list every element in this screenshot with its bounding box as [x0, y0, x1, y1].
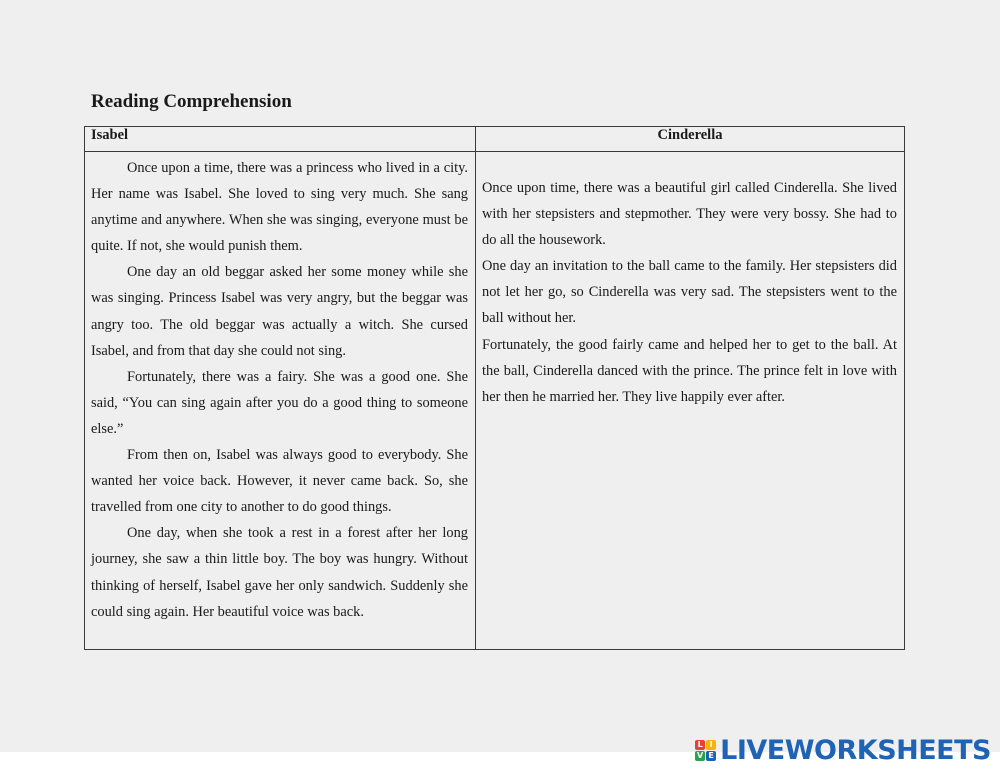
logo-tile: E — [706, 751, 716, 761]
table-row — [85, 152, 905, 650]
brand-name: LIVEWORKSHEETS — [720, 735, 991, 766]
cinderella-story-cell — [476, 152, 905, 650]
isabel-paragraph: Fortunately, there was a fairy. She was a good one. She said, “You can sing again after you do a good thing to someone else.” — [91, 368, 468, 437]
liveworksheets-brand — [695, 735, 991, 766]
table-header-row — [85, 127, 905, 152]
comparison-table — [84, 126, 905, 650]
cinderella-paragraph: Once upon time, there was a beautiful girl called Cinderella. She lived with her stepsisters and stepmother. They were very bossy. She had to do all the housework. — [482, 180, 897, 249]
page-title: Reading Comprehension — [91, 91, 292, 112]
header-isabel: Isabel — [85, 127, 476, 152]
cinderella-paragraph: One day an invitation to the ball came to the family. Her stepsisters did not let her go, so Cinderella was very sad. The stepsisters went to the ball without her. — [482, 258, 897, 327]
isabel-story-cell — [85, 152, 476, 650]
isabel-paragraph: One day an old beggar asked her some money while she was singing. Princess Isabel was very angry, but the beggar was angry too. The old beggar was actually a witch. She cursed Isabel, and from that day she could not sing. — [91, 264, 468, 359]
logo-tile: L — [695, 740, 705, 750]
liveworksheets-logo-icon — [695, 740, 716, 761]
logo-tile: I — [706, 740, 716, 750]
isabel-paragraph: One day, when she took a rest in a forest after her long journey, she saw a thin little boy. The boy was hungry. Without thinking of herself, Isabel gave her only sandwich. Suddenly she could sing again. Her beautiful voice was back. — [91, 525, 468, 620]
isabel-paragraph: Once upon a time, there was a princess who lived in a city. Her name was Isabel. She loved to sing very much. She sang anytime and anywhere. When she was singing, everyone must be quite. If not, she would punish them. — [91, 160, 468, 255]
cinderella-paragraph: Fortunately, the good fairly came and helped her to get to the ball. At the ball, Cinderella danced with the prince. The prince felt in love with her then he married her. They live happily ever after. — [482, 336, 897, 405]
logo-tile: V — [697, 751, 704, 760]
isabel-paragraph: From then on, Isabel was always good to everybody. She wanted her voice back. However, it never came back. So, she travelled from one city to another to do good things. — [91, 447, 468, 516]
header-cinderella: Cinderella — [476, 127, 905, 152]
